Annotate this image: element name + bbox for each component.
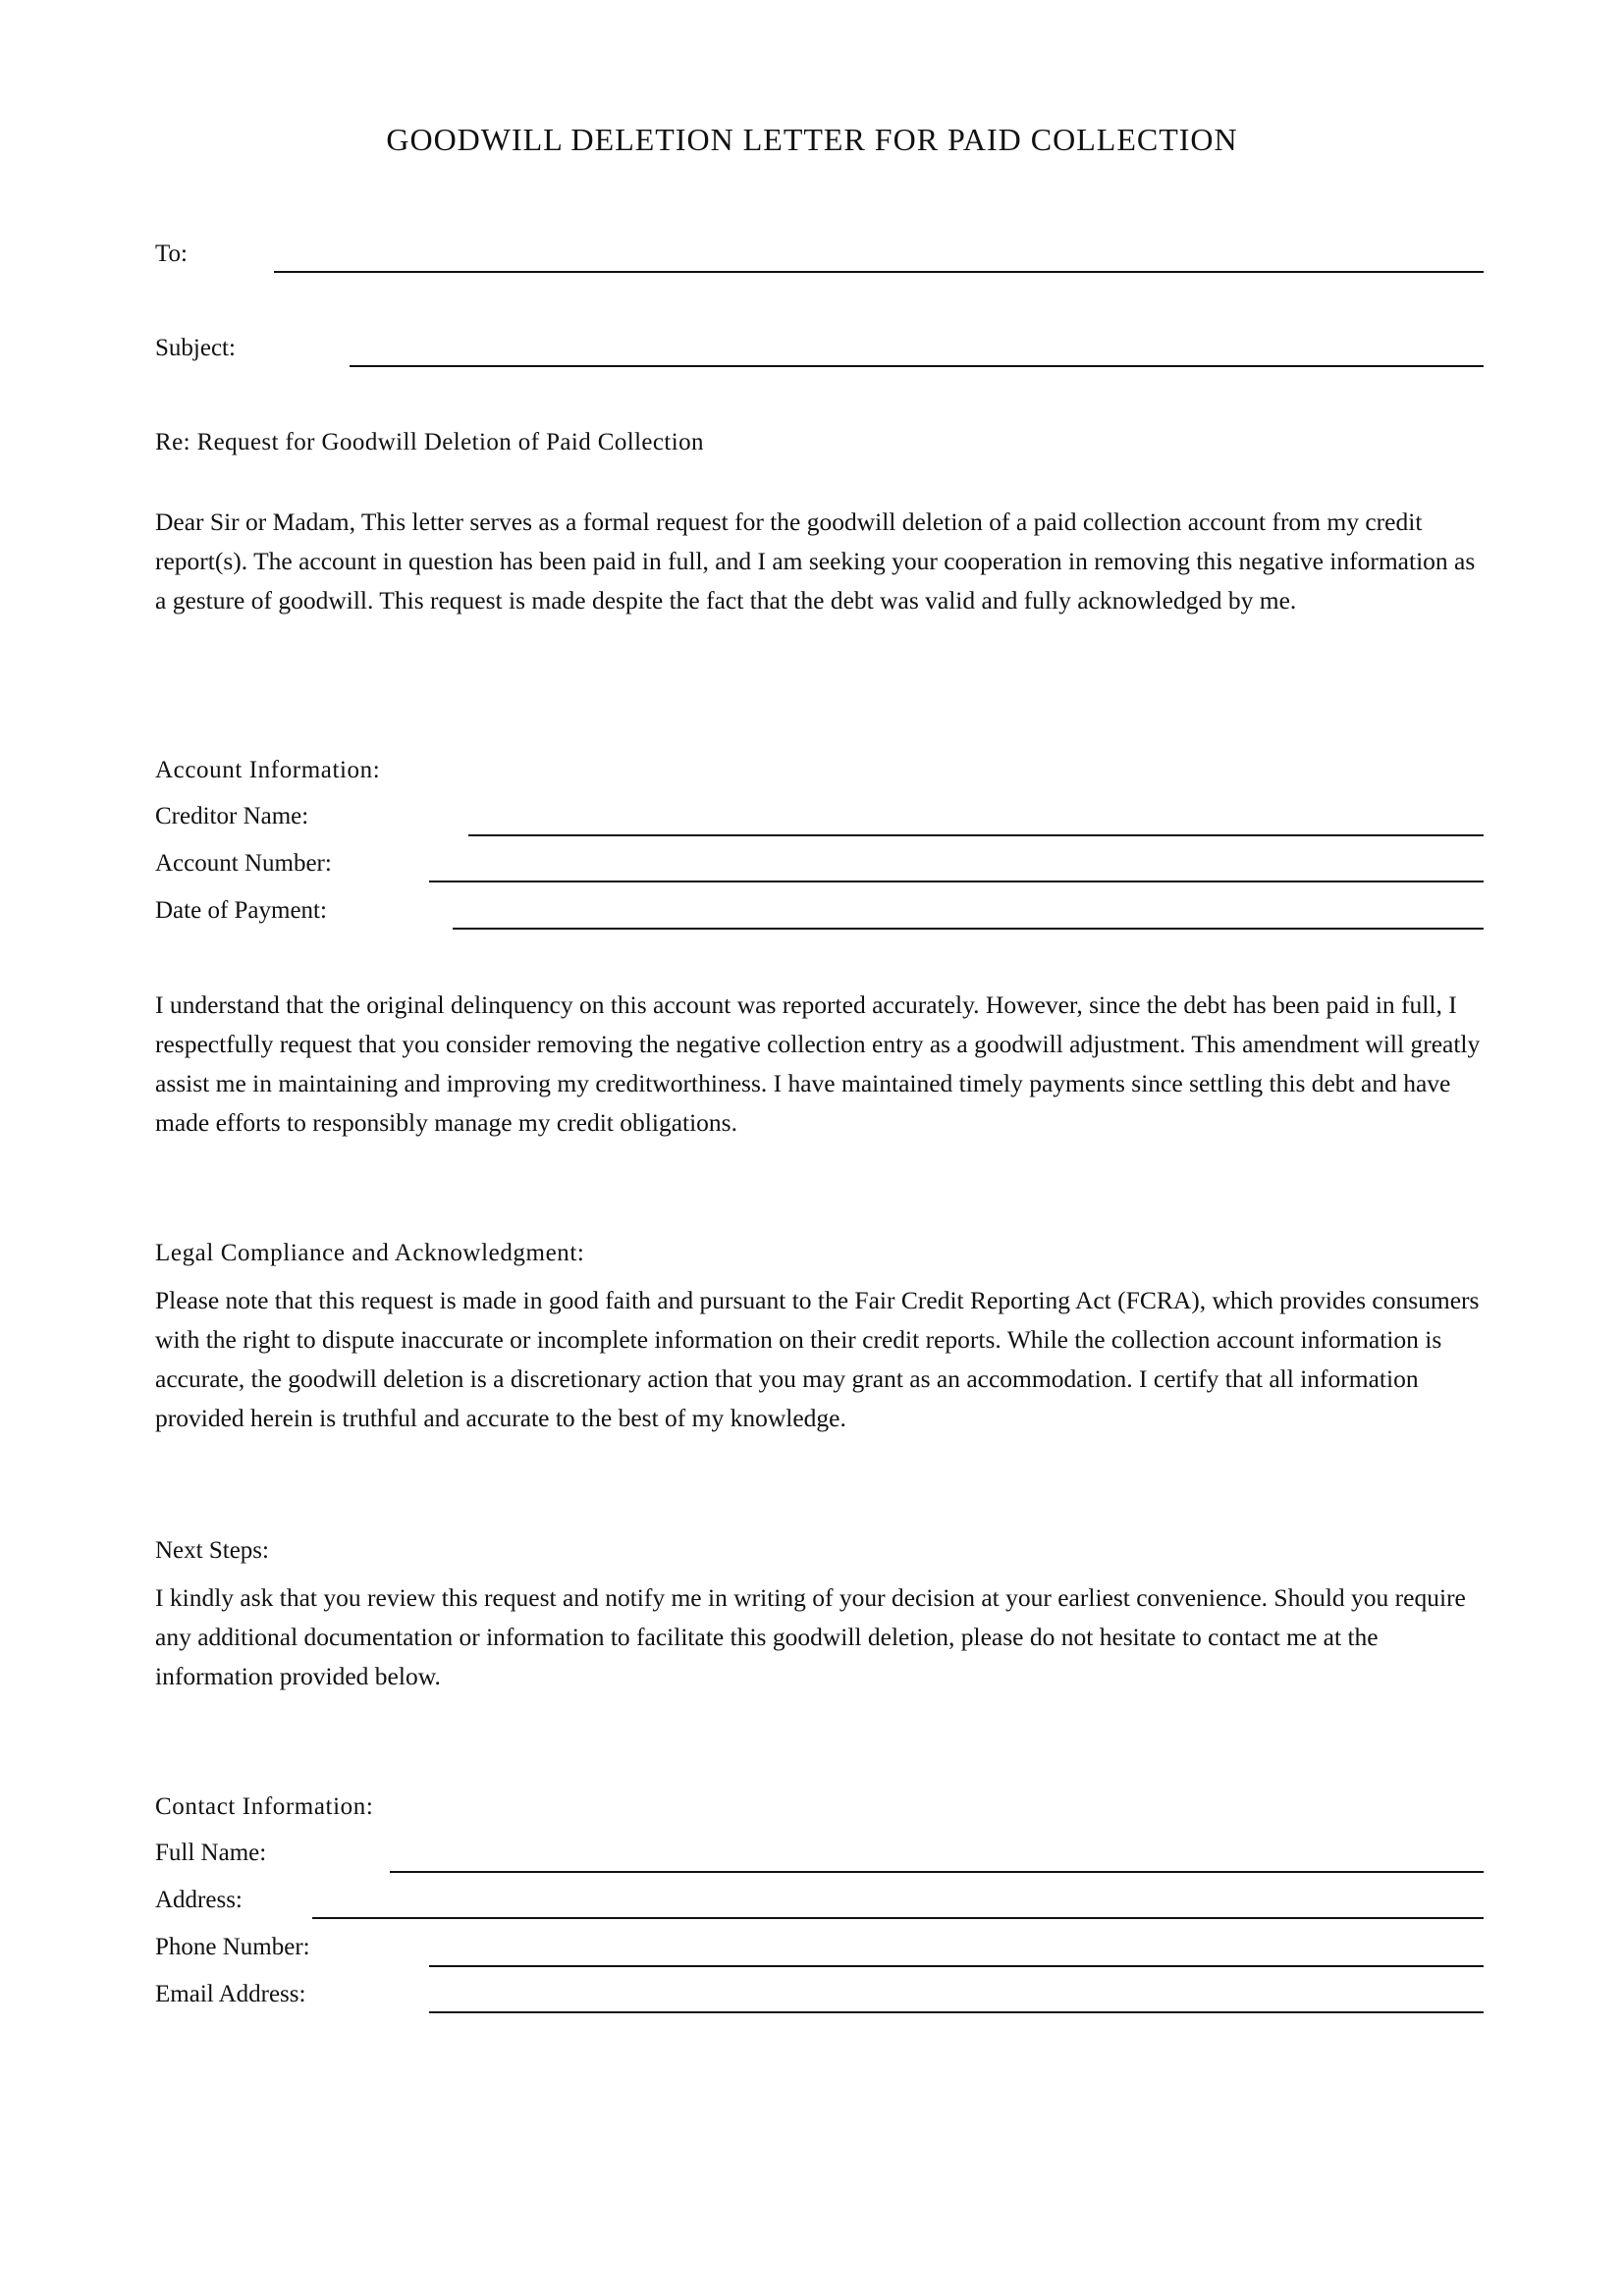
date-of-payment-label: Date of Payment: [155,897,327,924]
subject-label: Subject: [155,335,236,361]
email-address-label: Email Address: [155,1981,306,2007]
date-of-payment-field-line[interactable] [453,928,1484,930]
address-field-line[interactable] [312,1917,1484,1919]
account-number-label: Account Number: [155,850,332,877]
phone-number-label: Phone Number: [155,1934,310,1960]
creditor-name-label: Creditor Name: [155,803,309,829]
re-line: Re: Request for Goodwill Deletion of Paid Collection [155,429,704,455]
legal-compliance-heading: Legal Compliance and Acknowledgment: [155,1240,585,1266]
full-name-field-line[interactable] [390,1871,1484,1873]
subject-field-line[interactable] [350,365,1484,367]
address-label: Address: [155,1887,243,1913]
email-address-field-line[interactable] [429,2011,1484,2013]
next-steps-paragraph: I kindly ask that you review this request and notify me in writing of your decision at your earliest convenience. Should you require any additional documentation or information to facilitate this goodwill deletion, please do not hesitate to contact me at the information provided below. [155,1583,1466,1690]
next-steps-heading: Next Steps: [155,1537,269,1564]
full-name-label: Full Name: [155,1840,267,1866]
account-number-field-line[interactable] [429,881,1484,882]
creditor-name-field-line[interactable] [468,834,1484,836]
document-title: GOODWILL DELETION LETTER FOR PAID COLLECTION [386,122,1238,157]
phone-number-field-line[interactable] [429,1965,1484,1967]
contact-information-heading: Contact Information: [155,1793,374,1820]
to-field-line[interactable] [274,271,1484,273]
legal-compliance-paragraph: Please note that this request is made in good faith and pursuant to the Fair Credit Reporting Act (FCRA), which provides consumers with the right to dispute inaccurate or incomplete information on their credit reports. While the collection account information is accurate, the goodwill deletion is a discretionary action that you may grant as an accommodation. I certify that all information provided herein is truthful and accurate to the best of my knowledge. [155,1286,1480,1432]
to-label: To: [155,240,188,267]
intro-paragraph: Dear Sir or Madam, This letter serves as a formal request for the goodwill deletion of a paid collection account from my credit report(s). The account in question has been paid in full, and I am seeking your cooperation in removing this negative information as a gesture of goodwill. This request is made despite the fact that the debt was valid and fully acknowledged by me. [155,507,1476,614]
understanding-paragraph: I understand that the original delinquency on this account was reported accurately. However, since the debt has been paid in full, I respectfully request that you consider removing the negative collection entry as a goodwill adjustment. This amendment will greatly assist me in maintaining and improving my creditworthiness. I have maintained timely payments since settling this debt and have made efforts to responsibly manage my credit obligations. [155,990,1481,1137]
account-information-heading: Account Information: [155,757,381,783]
